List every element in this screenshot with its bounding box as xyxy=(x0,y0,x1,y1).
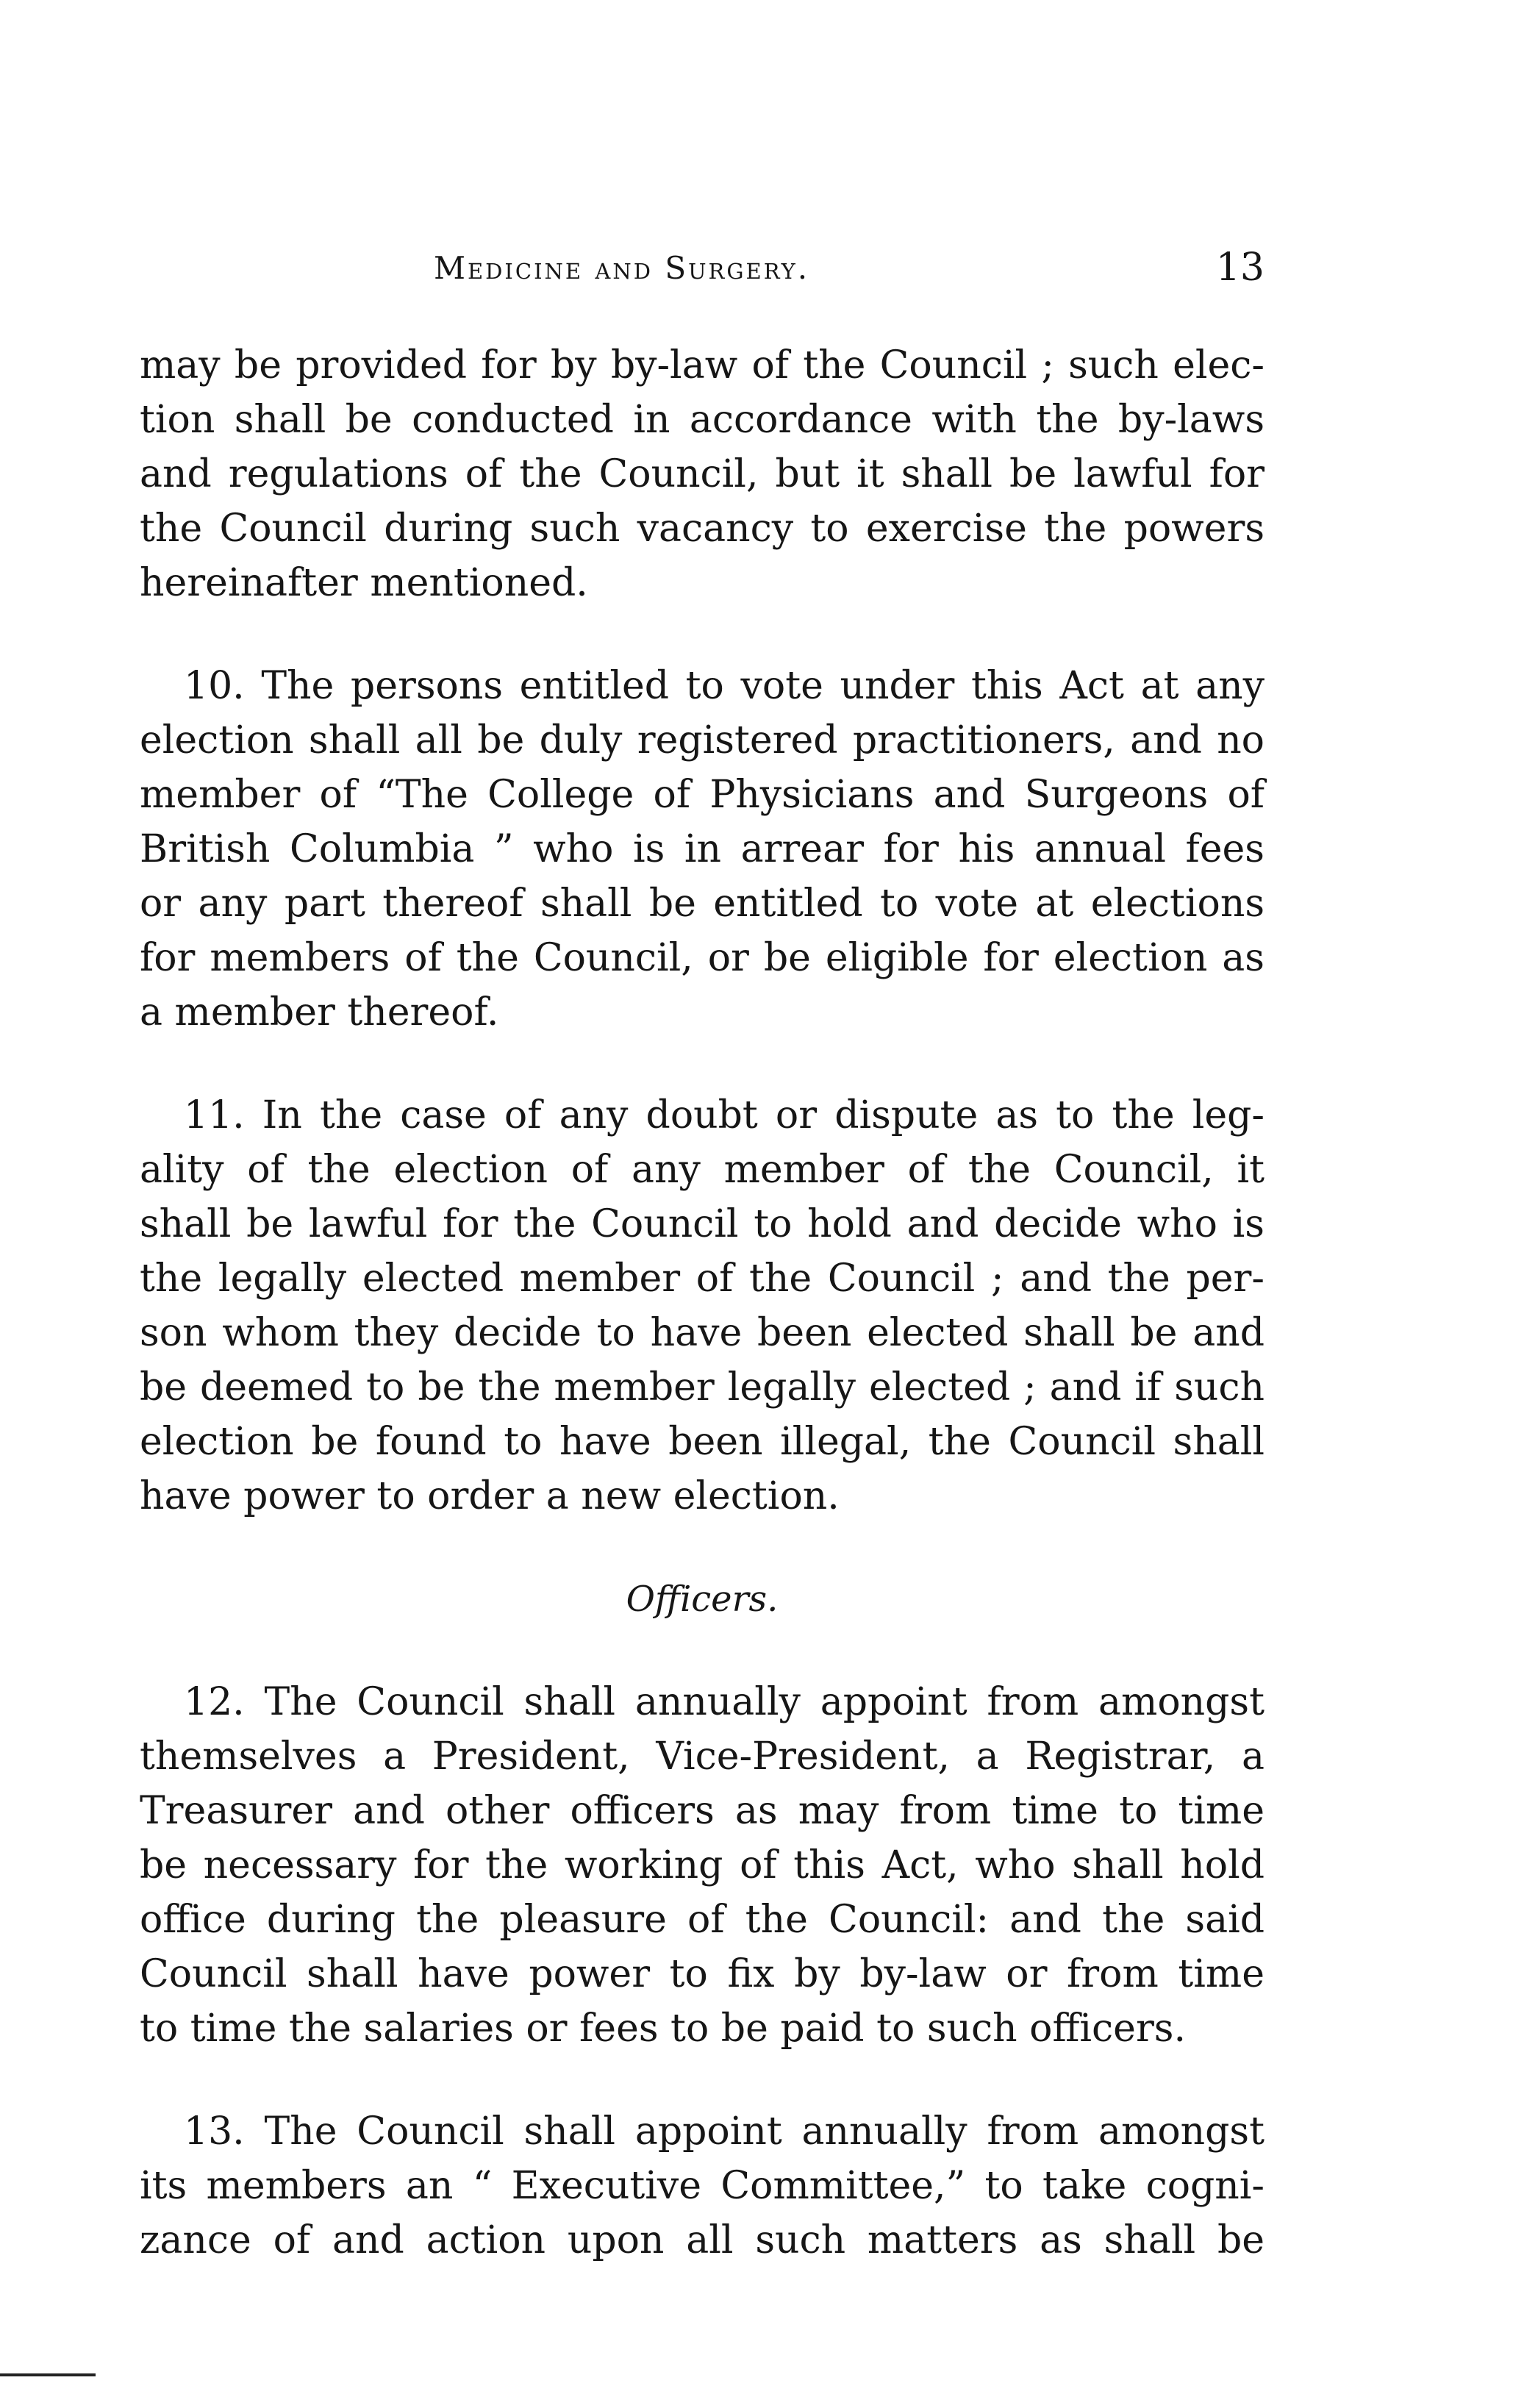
text-line: to time the salaries or fees to be paid to such officers. xyxy=(140,2007,1187,2051)
document-page xyxy=(140,246,1265,2268)
text-line: and regulations of the Council, but it shall be lawful for xyxy=(140,452,1265,496)
text-line: be necessary for the working of this Act, who shall hold xyxy=(140,1843,1265,1887)
text-line: British Columbia ” who is in arrear for his annual fees xyxy=(140,827,1265,871)
section-heading-officers: Officers. xyxy=(626,1579,779,1620)
text-line: 12. The Council shall annually appoint from amongst xyxy=(184,1680,1265,1724)
text-line: ality of the election of any member of the Council, it xyxy=(140,1148,1265,1192)
text-line: 10. The persons entitled to vote under this Act at any xyxy=(184,664,1265,708)
text-line: its members an “ Executive Committee,” to take cogni- xyxy=(140,2164,1265,2208)
text-line: for members of the Council, or be eligible for election as xyxy=(140,936,1265,980)
footer-rule xyxy=(0,2373,96,2376)
text-line: the Council during such vacancy to exercise the powers xyxy=(140,507,1265,551)
section-12 xyxy=(140,1675,1265,2056)
text-line: office during the pleasure of the Council: and the said xyxy=(140,1898,1265,1942)
text-line: Council shall have power to fix by by-law or from time xyxy=(140,1952,1265,1996)
text-line: election be found to have been illegal, the Council shall xyxy=(140,1420,1265,1464)
text-line: 11. In the case of any doubt or dispute as to the leg- xyxy=(184,1093,1265,1137)
running-title: Medicine and Surgery. xyxy=(434,250,810,286)
section-11 xyxy=(140,1088,1265,1523)
running-head xyxy=(140,246,1265,294)
text-line: have power to order a new election. xyxy=(140,1474,840,1518)
section-10 xyxy=(140,659,1265,1040)
text-line: or any part thereof shall be entitled to vote at elections xyxy=(140,882,1265,926)
text-line: themselves a President, Vice-President, a Registrar, a xyxy=(140,1734,1265,1779)
text-line: a member thereof. xyxy=(140,990,499,1035)
page-number: 13 xyxy=(1215,246,1265,290)
text-line: member of “The College of Physicians and Surgeons of xyxy=(140,773,1265,817)
text-line: shall be lawful for the Council to hold and decide who is xyxy=(140,1202,1265,1246)
text-line: may be provided for by by-law of the Council ; such elec- xyxy=(140,343,1265,387)
text-line: zance of and action upon all such matters as shall be xyxy=(140,2218,1265,2262)
text-line: be deemed to be the member legally elected ; and if such xyxy=(140,1365,1265,1410)
paragraph-continuation xyxy=(140,338,1265,610)
text-line: the legally elected member of the Council ; and the per- xyxy=(140,1257,1265,1301)
text-line: hereinafter mentioned. xyxy=(140,561,588,605)
text-line: tion shall be conducted in accordance with the by-laws xyxy=(140,398,1265,442)
text-line: son whom they decide to have been elected shall be and xyxy=(140,1311,1265,1355)
text-line: 13. The Council shall appoint annually from amongst xyxy=(184,2109,1265,2154)
text-line: election shall all be duly registered practitioners, and no xyxy=(140,718,1265,762)
text-line: Treasurer and other officers as may from time to time xyxy=(140,1789,1265,1833)
section-13 xyxy=(140,2104,1265,2268)
